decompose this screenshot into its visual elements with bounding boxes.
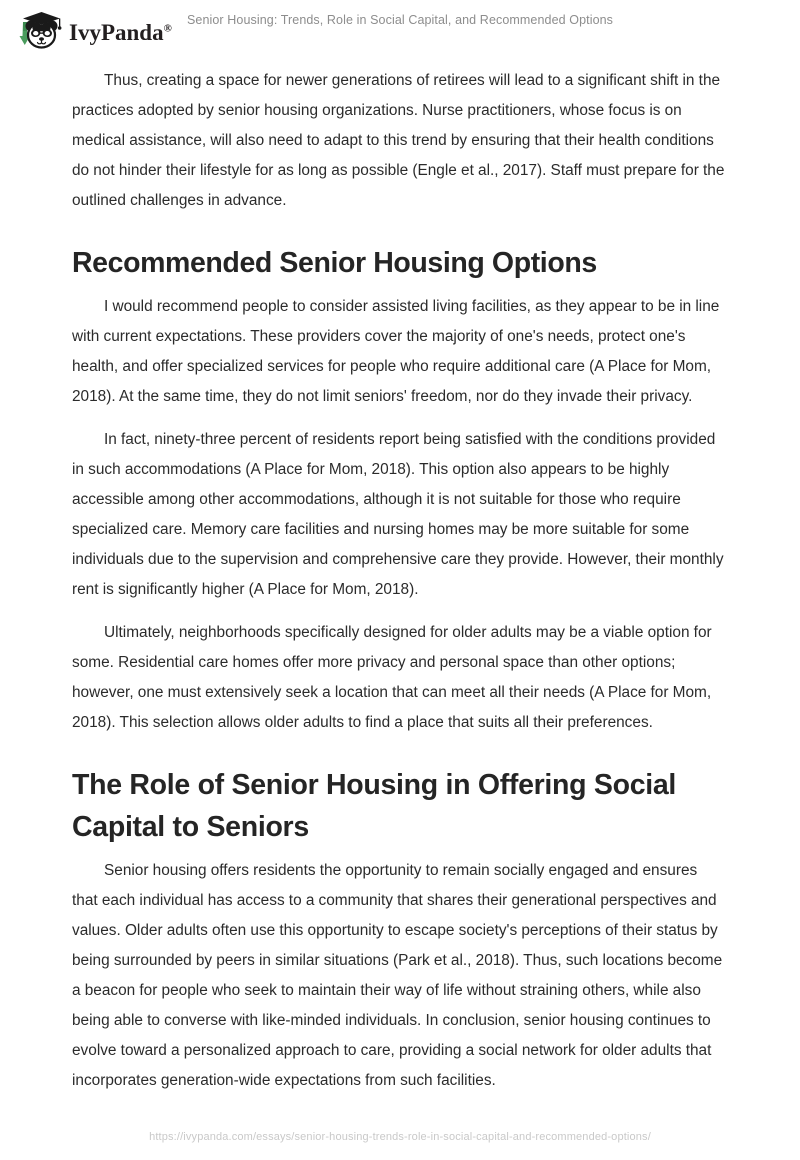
paragraph-spacer — [72, 416, 726, 425]
page-header — [0, 0, 800, 62]
paragraph-2: I would recommend people to consider assisted living facilities, as they appear to be in line with current expectations. These providers cover the majority of one's needs, protect one's health, and offer specialized services for people who require additional care (A Place for Mom, 2018). At the same time, they do not limit seniors' freedom, nor do they invade their privacy. — [72, 298, 720, 405]
paragraph-3: In fact, ninety-three percent of residents report being satisfied with the conditions provided in such accommodations (A Place for Mom, 2018). This option also appears to be highly accessible among other accommodations, although it is not suitable for those who require specialized care. Memory care facilities and nursing homes may be more suitable for some individuals due to the supervision and comprehensive care they provide. However, their monthly rent is significantly higher (A Place for Mom, 2018). — [72, 431, 724, 598]
paragraph-1: Thus, creating a space for newer generations of retirees will lead to a significant shift in the practices adopted by senior housing organizations. Nurse practitioners, whose focus is on medical assistance, will also need to adapt to this trend by ensuring that their health conditions do not hinder their lifestyle for as long as possible (Engle et al., 2017). Staff must prepare for the outlined challenges in advance. — [72, 72, 725, 209]
registered-mark: ® — [163, 21, 172, 34]
page-footer — [0, 1127, 800, 1145]
paragraph-spacer — [72, 609, 726, 618]
paragraph-5: Senior housing offers residents the opportunity to remain socially engaged and ensures that each individual has access to a community that shares their generational perspectives and values. Older adults often use this opportunity to escape society's perceptions of their status by being surrounded by peers in similar situations (Park et al., 2018). Thus, such locations become a beacon for people who seek to maintain their way of life without straining others, while also being able to converse with like-minded individuals. In conclusion, senior housing continues to evolve toward a personalized approach to care, providing a social network for older adults that incorporates generation-wide expectations from such facilities. — [72, 862, 723, 1089]
section-heading-recommended-options: Recommended Senior Housing Options — [72, 247, 597, 279]
document-body — [72, 66, 726, 1100]
section-heading-social-capital: The Role of Senior Housing in Offering Social Capital to Seniors — [72, 769, 677, 843]
source-url-link[interactable]: https://ivypanda.com/essays/senior-housing-trends-role-in-social-capital-and-recommended-options/ — [149, 1131, 651, 1143]
brand-name-text: IvyPanda — [69, 19, 164, 45]
document-running-title: Senior Housing: Trends, Role in Social Capital, and Recommended Options — [186, 13, 614, 27]
paragraph-4: Ultimately, neighborhoods specifically designed for older adults may be a viable option for some. Residential care homes offer more privacy and personal space than other options; however, one must extensively seek a location that can meet all their needs (A Place for Mom, 2018). This selection allows older adults to find a place that suits all their preferences. — [72, 624, 712, 731]
